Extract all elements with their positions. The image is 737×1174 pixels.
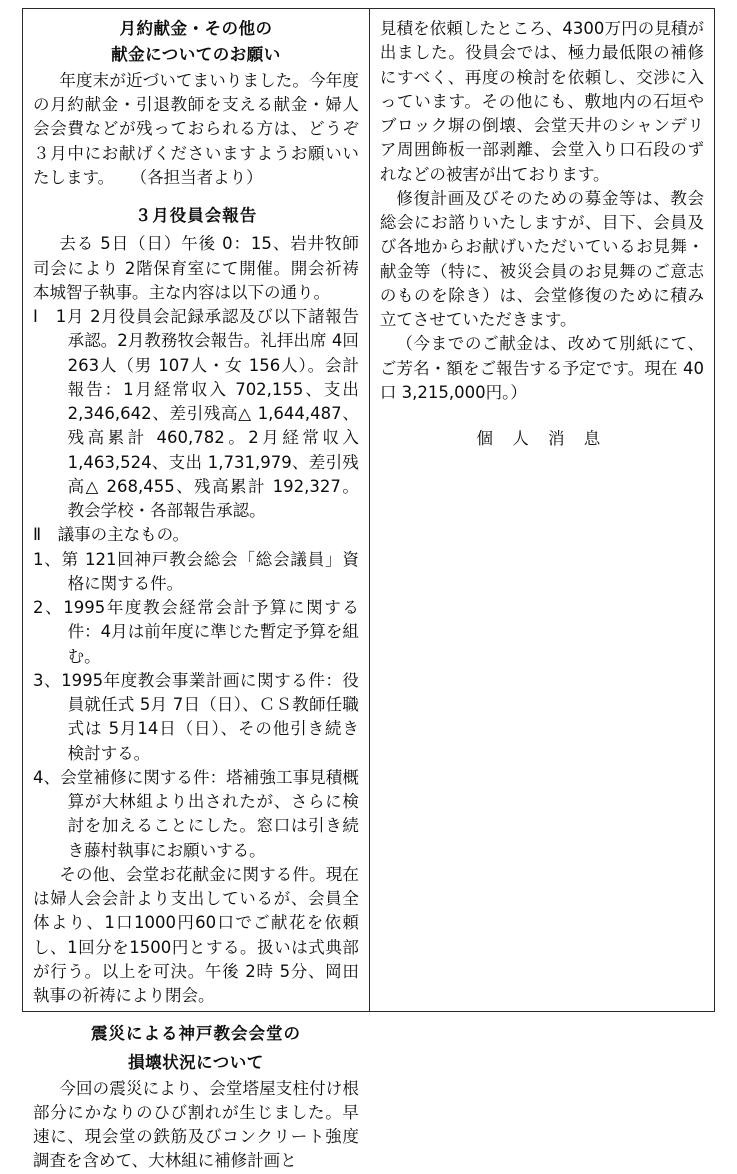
offering-heading-line2: 献金についてのお願い <box>111 44 281 64</box>
board-report-intro: 去る 5日（日）午後 0：15、岩井牧師司会により 2階保育室にて開催。開会祈祷本城智子執事。主な内容は以下の通り。 <box>33 234 359 302</box>
board-report-item-1: Ⅰ 1月 2月役員会記録承認及び以下諸報告承認。2月教務牧会報告。礼拝出席 4回 263人（男 107人・女 156人）。会計報告：1月経常収入 702,155、支出 2,346,642、差引残高△ 1,644,487、残高累計 460,782。2月経常収入 1,463,524、支出 1,731,979、差引残高△ 268,455、残高累計 192,327。教会学校・各部報告承認。 <box>33 307 359 521</box>
donation-note-paragraph: （今までのご献金は、改めて別紙にて、ご芳名・額をご報告する予定です。現在 40口 3,215,000円。） <box>379 334 704 402</box>
board-report-closing: その他、会堂お花献金に関する件。現在は婦人会会計より支出しているが、会員全体より、1口1000円60口でご献花を依頼し、1回分を1500円とする。扱いは式典部が行う。以上を可決。午後 2時 5分、岡田執事の祈祷により閉会。 <box>33 864 359 1006</box>
board-report-title: ３月役員会報告 <box>134 206 258 226</box>
quake-damage-continuation: 見積を依頼したところ、4300万円の見積が出ました。役員会では、極力最低限の補修にすべく、再度の検討を依頼し、交渉に入っています。その他にも、敷地内の石垣やブロック塀の倒壊、会堂天井のシャンデリア周囲飾板一部剥離、会堂入り口石段のずれなどの被害が出ております。 <box>379 19 704 184</box>
quake-damage-heading-line1: 震災による神戸教会会堂の <box>90 1024 301 1044</box>
left-column <box>23 9 370 1171</box>
page-border-frame <box>22 8 715 1171</box>
agenda-item-1: 1、第 121回神戸教会総会「総会議員」資格に関する件。 <box>33 549 359 593</box>
board-report-item-2: Ⅱ 議事の主なもの。 <box>33 525 189 545</box>
agenda-item-3: 3、1995年度教会事業計画に関する件：役員就任式 5月 7日（日）、ＣＳ教師任職式は 5月14日（日）、その他引き続き検討する。 <box>33 670 359 763</box>
offering-intro-paragraph: 年度末が近づいてまいりました。今年度の月約献金・引退教師を支える献金・婦人会会費などが残っておられる方は、どうぞ３月中にお献げくださいますようお願いいたします。 （各担当者より） <box>33 70 359 187</box>
quake-damage-paragraph: 今回の震災により、会堂塔屋支柱付け根部分にかなりのひび割れが生じました。早速に、現会堂の鉄筋及びコンクリート強度調査を含めて、大林組に補修計画と <box>33 1078 359 1171</box>
quake-damage-heading-line2: 損壊状況について <box>128 1052 264 1072</box>
personal-news-title: 個 人 消 息 <box>476 429 608 448</box>
restoration-fund-paragraph: 修復計画及びそのための募金等は、教会総会にお諮りいたしますが、目下、会員及び各地からお献げいただいているお見舞・献金等（特に、被災会員のお見舞のご意志のものを除き）は、会堂修復のために積み立てさせていただきます。 <box>379 188 704 329</box>
agenda-item-4: 4、会堂補修に関する件：塔補強工事見積概算が大林組より出されたが、さらに検討を加えることにした。窓口は引き続き藤村執事にお願いする。 <box>33 767 359 860</box>
right-column <box>370 9 714 1011</box>
two-column-layout <box>23 9 714 1171</box>
agenda-item-2: 2、1995年度教会経常会計予算に関する件：4月は前年度に準じた暫定予算を組む。 <box>33 598 359 666</box>
offering-heading-line1: 月約献金・その他の <box>119 19 273 38</box>
